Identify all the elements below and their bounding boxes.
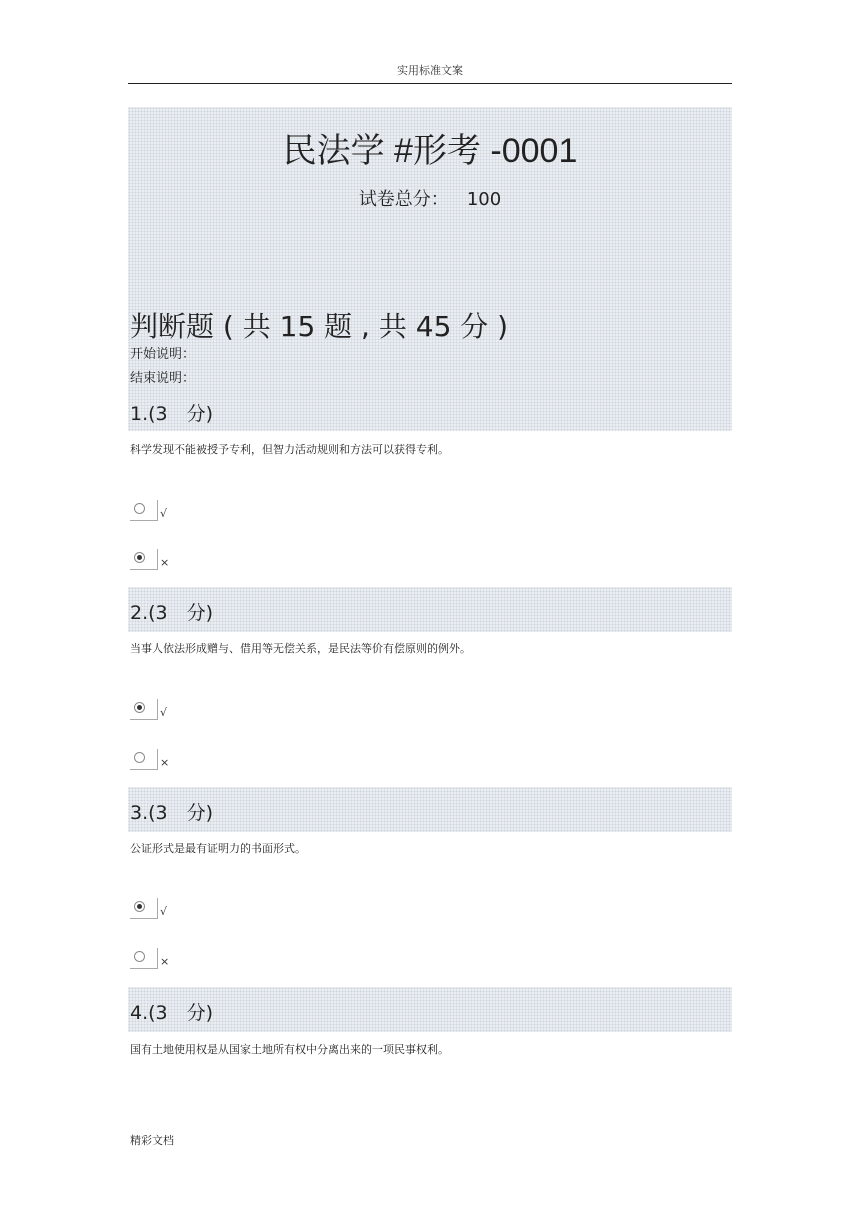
section-start-note: 开始说明： [130,347,196,362]
exam-title-panel [128,107,732,431]
question-1-text: 科学发现不能被授予专利，但智力活动规则和方法可以获得专利。 [130,443,449,456]
question-3-option-true[interactable] [130,898,190,922]
question-3-text: 公证形式是最有证明力的书面形式。 [130,842,306,855]
option-label: √ [160,507,168,520]
option-label: × [160,955,170,968]
question-2-number: 2.(3 分) [130,602,214,624]
total-score-value: 100 [466,189,502,210]
question-2-header-band [128,587,732,632]
exam-title: 民法学 #形考 -0001 [282,132,578,170]
radio-button-icon[interactable] [134,503,145,514]
section-end-note: 结束说明： [130,371,196,386]
radio-button-selected-icon[interactable] [134,901,145,912]
question-2-option-true[interactable] [130,699,190,723]
total-score-label: 试卷总分： [358,189,449,210]
section-title: 判断题 ( 共 15 题 , 共 45 分 ) [130,310,509,343]
radio-button-selected-icon[interactable] [134,552,145,563]
option-label: × [160,556,170,569]
question-4-number: 4.(3 分) [130,1002,214,1024]
page-footer: 精彩文档 [130,1134,174,1147]
option-label: √ [160,706,168,719]
question-3-option-false[interactable] [130,948,190,972]
exam-total-score [128,185,732,211]
question-3-number: 3.(3 分) [130,802,214,824]
radio-button-icon[interactable] [134,752,145,763]
question-2-option-false[interactable] [130,749,190,773]
question-4-header-band [128,987,732,1032]
header-divider [128,83,732,84]
question-3-header-band [128,787,732,832]
option-label: × [160,756,170,769]
radio-button-icon[interactable] [134,951,145,962]
question-4-text: 国有土地使用权是从国家土地所有权中分离出来的一项民事权利。 [130,1043,449,1056]
radio-button-selected-icon[interactable] [134,702,145,713]
question-1-number: 1.(3 分) [130,403,214,425]
question-1-option-true[interactable] [130,500,190,524]
question-2-text: 当事人依法形成赠与、借用等无偿关系，是民法等价有偿原则的例外。 [130,642,471,655]
page-header: 实用标准文案 [397,64,463,77]
option-label: √ [160,905,168,918]
question-1-option-false[interactable] [130,549,190,573]
